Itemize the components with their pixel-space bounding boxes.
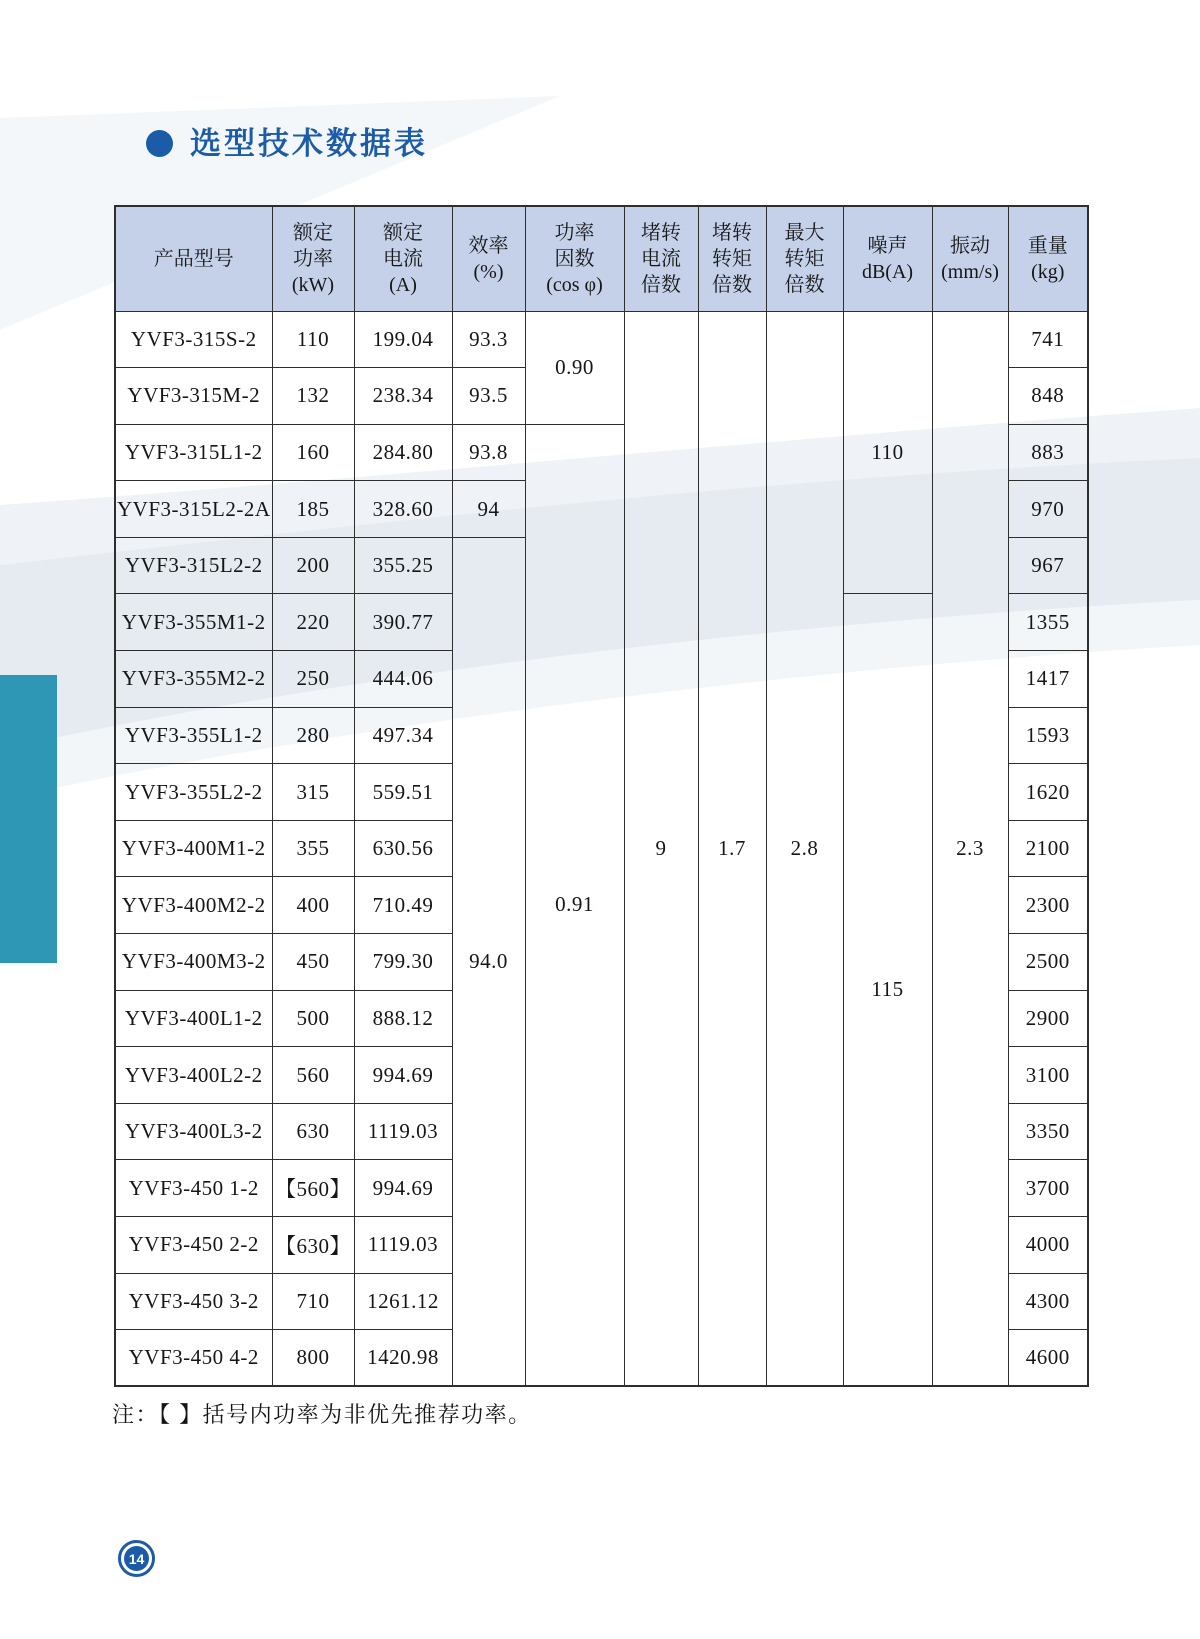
cell-weight: 4000 [1008,1217,1088,1274]
header-weight: 重量 (kg) [1008,206,1088,311]
cell-current: 1420.98 [354,1330,452,1387]
cell-model: YVF3-400L3-2 [115,1103,272,1160]
cell-weight: 1355 [1008,594,1088,651]
cell-vibration: 2.3 [932,311,1008,1386]
table-note: 注：【 】括号内功率为非优先推荐功率。 [112,1402,532,1427]
cell-power: 355 [272,820,354,877]
cell-weight: 848 [1008,368,1088,425]
cell-power: 220 [272,594,354,651]
cell-locked_rotor_current: 9 [624,311,698,1386]
cell-weight: 3350 [1008,1103,1088,1160]
cell-power: 200 [272,537,354,594]
cell-current: 199.04 [354,311,452,368]
cell-current: 630.56 [354,820,452,877]
cell-power: 132 [272,368,354,425]
cell-weight: 883 [1008,424,1088,481]
cell-efficiency: 93.8 [452,424,525,481]
header-row [115,206,1088,311]
cell-power: 250 [272,651,354,708]
cell-weight: 1593 [1008,707,1088,764]
cell-current: 284.80 [354,424,452,481]
cell-model: YVF3-315L2-2A [115,481,272,538]
cell-model: YVF3-315L1-2 [115,424,272,481]
cell-efficiency: 94.0 [452,537,525,1386]
cell-noise: 110 [843,311,932,594]
cell-power: 【560】 [272,1160,354,1217]
page-number: 14 [124,1546,149,1571]
cell-model: YVF3-450 1-2 [115,1160,272,1217]
cell-weight: 4600 [1008,1330,1088,1387]
cell-weight: 967 [1008,537,1088,594]
cell-power: 710 [272,1273,354,1330]
header-vibration: 振动 (mm/s) [932,206,1008,311]
cell-current: 994.69 [354,1047,452,1104]
cell-model: YVF3-355M1-2 [115,594,272,651]
cell-current: 444.06 [354,651,452,708]
cell-power: 800 [272,1330,354,1387]
cell-power_factor: 0.91 [525,424,624,1386]
page-number-badge [118,1540,155,1577]
cell-current: 710.49 [354,877,452,934]
cell-power: 110 [272,311,354,368]
cell-power_factor: 0.90 [525,311,624,424]
cell-power: 280 [272,707,354,764]
cell-model: YVF3-450 2-2 [115,1217,272,1274]
cell-current: 390.77 [354,594,452,651]
cell-current: 888.12 [354,990,452,1047]
cell-current: 799.30 [354,934,452,991]
header-efficiency: 效率 (%) [452,206,525,311]
header-max_torque: 最大 转矩 倍数 [766,206,843,311]
cell-model: YVF3-450 4-2 [115,1330,272,1387]
cell-model: YVF3-400M1-2 [115,820,272,877]
cell-weight: 2500 [1008,934,1088,991]
cell-weight: 1620 [1008,764,1088,821]
cell-current: 1261.12 [354,1273,452,1330]
cell-max_torque: 2.8 [766,311,843,1386]
cell-efficiency: 94 [452,481,525,538]
cell-weight: 3100 [1008,1047,1088,1104]
page-title: 选型技术数据表 [190,126,428,161]
cell-current: 238.34 [354,368,452,425]
header-power_factor: 功率 因数 (cos φ) [525,206,624,311]
header-current: 额定 电流 (A) [354,206,452,311]
cell-power: 450 [272,934,354,991]
header-power: 额定 功率 (kW) [272,206,354,311]
cell-weight: 970 [1008,481,1088,538]
cell-weight: 3700 [1008,1160,1088,1217]
cell-model: YVF3-355L1-2 [115,707,272,764]
left-accent-bar [0,675,57,963]
cell-power: 【630】 [272,1217,354,1274]
cell-power: 500 [272,990,354,1047]
cell-model: YVF3-355M2-2 [115,651,272,708]
cell-current: 559.51 [354,764,452,821]
cell-power: 185 [272,481,354,538]
cell-current: 497.34 [354,707,452,764]
header-model: 产品型号 [115,206,272,311]
cell-power: 315 [272,764,354,821]
cell-model: YVF3-400L2-2 [115,1047,272,1104]
table-row [115,311,1088,368]
cell-weight: 4300 [1008,1273,1088,1330]
section-title [146,128,428,159]
cell-model: YVF3-315S-2 [115,311,272,368]
cell-current: 355.25 [354,537,452,594]
cell-model: YVF3-400M2-2 [115,877,272,934]
cell-current: 1119.03 [354,1103,452,1160]
cell-model: YVF3-400L1-2 [115,990,272,1047]
cell-model: YVF3-450 3-2 [115,1273,272,1330]
header-locked_rotor_torque: 堵转 转矩 倍数 [698,206,766,311]
cell-power: 160 [272,424,354,481]
spec-table [114,205,1089,1387]
cell-weight: 741 [1008,311,1088,368]
cell-power: 560 [272,1047,354,1104]
cell-locked_rotor_torque: 1.7 [698,311,766,1386]
cell-current: 994.69 [354,1160,452,1217]
cell-weight: 1417 [1008,651,1088,708]
cell-power: 400 [272,877,354,934]
cell-model: YVF3-315M-2 [115,368,272,425]
cell-weight: 2900 [1008,990,1088,1047]
cell-model: YVF3-400M3-2 [115,934,272,991]
cell-efficiency: 93.3 [452,311,525,368]
cell-current: 1119.03 [354,1217,452,1274]
cell-model: YVF3-355L2-2 [115,764,272,821]
header-noise: 噪声 dB(A) [843,206,932,311]
cell-weight: 2100 [1008,820,1088,877]
bullet-icon [146,130,173,157]
cell-weight: 2300 [1008,877,1088,934]
cell-noise: 115 [843,594,932,1386]
cell-model: YVF3-315L2-2 [115,537,272,594]
cell-power: 630 [272,1103,354,1160]
cell-efficiency: 93.5 [452,368,525,425]
header-locked_rotor_current: 堵转 电流 倍数 [624,206,698,311]
cell-current: 328.60 [354,481,452,538]
